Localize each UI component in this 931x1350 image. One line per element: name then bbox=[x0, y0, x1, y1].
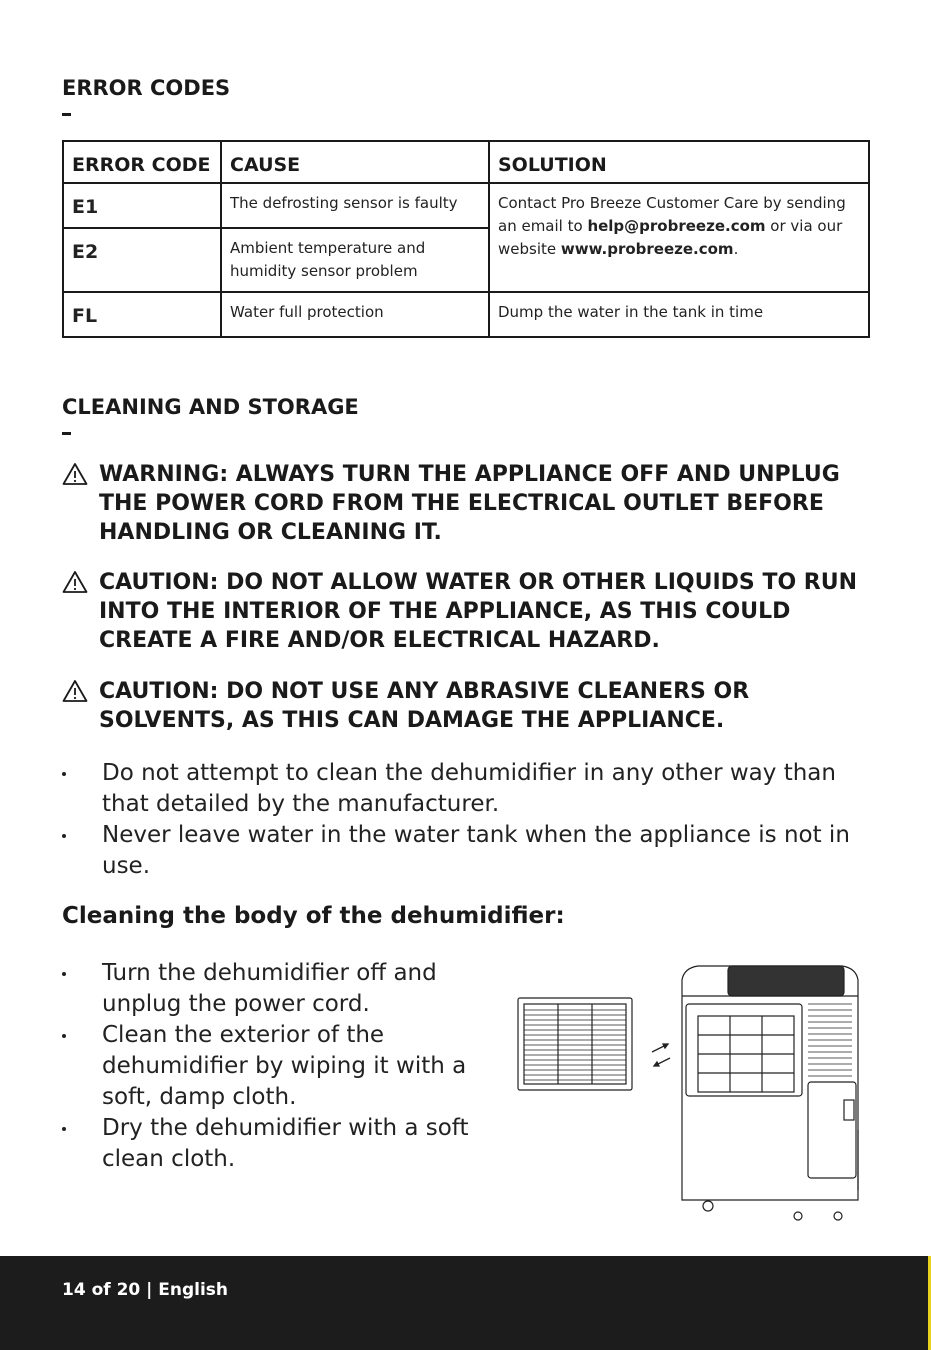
bullet-icon bbox=[62, 1127, 66, 1131]
list-item bbox=[62, 1113, 510, 1175]
warning-triangle-icon bbox=[62, 570, 88, 594]
dehumidifier-illustration bbox=[682, 966, 858, 1220]
filter-illustration bbox=[518, 998, 632, 1090]
header-error-code: ERROR CODE bbox=[63, 141, 221, 183]
arrows-icon bbox=[652, 1044, 670, 1066]
list-item bbox=[62, 1020, 510, 1113]
list-item-text: Clean the exterior of the dehumidifier by wiping it with a soft, damp cloth. bbox=[102, 1022, 467, 1110]
list-item bbox=[62, 758, 862, 820]
solution-cell bbox=[489, 183, 869, 292]
support-email: help@probreeze.com bbox=[587, 217, 766, 235]
list-item-text: Never leave water in the water tank when the appliance is not in use. bbox=[102, 822, 850, 879]
solution-text: . bbox=[733, 240, 739, 258]
support-website: www.probreeze.com bbox=[560, 240, 734, 258]
table-header-row bbox=[63, 141, 869, 183]
header-cause: CAUSE bbox=[221, 141, 489, 183]
caution-text: CAUTION: DO NOT USE ANY ABRASIVE CLEANERS OR SOLVENTS, AS THIS CAN DAMAGE THE APPLIANCE. bbox=[99, 679, 750, 733]
solution-text: or via our website bbox=[498, 217, 843, 258]
bullet-icon bbox=[62, 834, 66, 838]
list-item-text: Turn the dehumidifier off and unplug the power cord. bbox=[102, 960, 437, 1017]
general-cleaning-list bbox=[62, 758, 862, 882]
table-row bbox=[63, 292, 869, 337]
table-row bbox=[63, 183, 869, 228]
error-codes-table bbox=[62, 140, 870, 338]
warning-triangle-icon bbox=[62, 462, 88, 486]
warning-block bbox=[62, 460, 882, 550]
body-cleaning-heading: Cleaning the body of the dehumidifier: bbox=[62, 903, 565, 929]
cause-cell: The defrosting sensor is faulty bbox=[221, 183, 489, 228]
caution-block bbox=[62, 568, 882, 658]
heading-dash bbox=[62, 113, 71, 116]
caution-block bbox=[62, 677, 882, 737]
body-cleaning-list bbox=[62, 958, 510, 1175]
heading-dash bbox=[62, 432, 71, 435]
list-item bbox=[62, 820, 862, 882]
list-item-text: Dry the dehumidifier with a soft clean cloth. bbox=[102, 1115, 469, 1172]
dehumidifier-filter-illustration bbox=[512, 960, 872, 1230]
page-number: 14 of 20 | English bbox=[62, 1280, 229, 1300]
error-code-cell: E1 bbox=[63, 183, 221, 228]
error-codes-heading: ERROR CODES bbox=[62, 76, 231, 100]
solution-text: Contact Pro Breeze Customer Care by sending an email to bbox=[498, 194, 846, 235]
cause-cell: Water full protection bbox=[221, 292, 489, 337]
error-code-cell: FL bbox=[63, 292, 221, 337]
cleaning-heading: CLEANING AND STORAGE bbox=[62, 395, 359, 419]
bullet-icon bbox=[62, 1034, 66, 1038]
list-item-text: Do not attempt to clean the dehumidifier in any other way than that detailed by the manufacturer. bbox=[102, 760, 836, 817]
header-solution: SOLUTION bbox=[489, 141, 869, 183]
page-footer bbox=[0, 1256, 931, 1350]
warning-text: WARNING: ALWAYS TURN THE APPLIANCE OFF AND UNPLUG THE POWER CORD FROM THE ELECTRICAL OUTLET BEFORE HANDLING OR CLEANING IT. bbox=[99, 462, 840, 545]
caution-text: CAUTION: DO NOT ALLOW WATER OR OTHER LIQUIDS TO RUN INTO THE INTERIOR OF THE APPLIANCE, AS THIS COULD CREATE A FIRE AND/OR ELECTRICAL HAZARD. bbox=[99, 570, 858, 653]
solution-cell: Dump the water in the tank in time bbox=[489, 292, 869, 337]
cause-cell: Ambient temperature and humidity sensor problem bbox=[221, 228, 489, 292]
error-code-cell: E2 bbox=[63, 228, 221, 292]
list-item bbox=[62, 958, 510, 1020]
warning-triangle-icon bbox=[62, 679, 88, 703]
bullet-icon bbox=[62, 972, 66, 976]
bullet-icon bbox=[62, 772, 66, 776]
